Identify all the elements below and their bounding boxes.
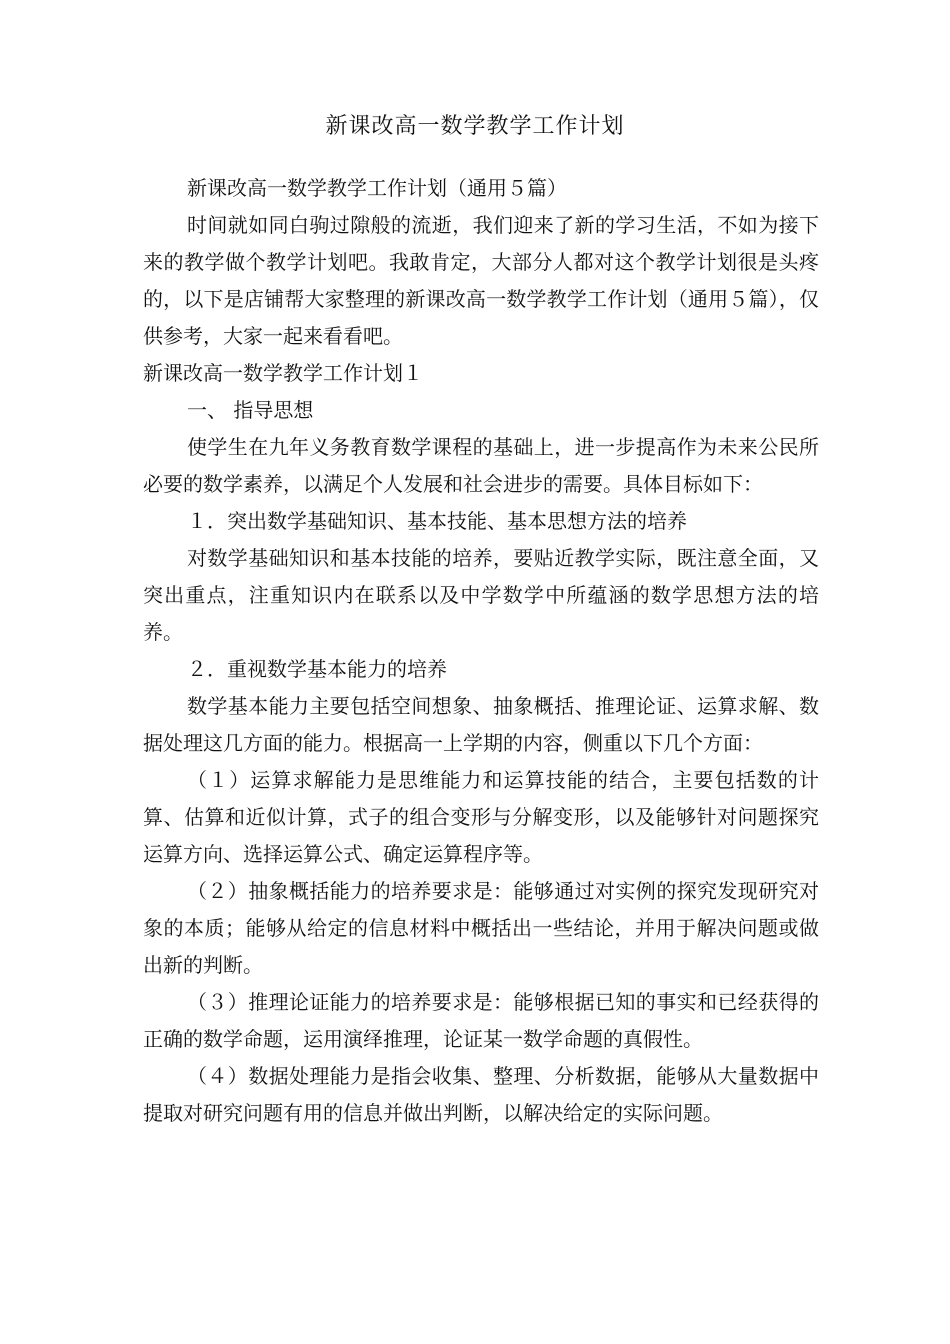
paragraph: 对数学基础知识和基本技能的培养，要贴近教学实际，既注意全面，又突出重点，注重知识内在联系以及中学数学中所蕴涵的数学思想方法的培养。	[143, 546, 819, 644]
paragraph: 数学基本能力主要包括空间想象、抽象概括、推理论证、运算求解、数据处理这几方面的能力。根据高一上学期的内容，侧重以下几个方面：	[143, 694, 819, 755]
document-body	[143, 170, 819, 1132]
document-title: 新课改高一数学教学工作计划	[325, 114, 625, 139]
list-item: （１）运算求解能力是思维能力和运算技能的结合，主要包括数的计算、估算和近似计算，式子的组合变形与分解变形，以及能够针对问题探究运算方向、选择运算公式、确定运算程序等。	[143, 768, 819, 866]
item-heading: １．突出数学基础知识、基本技能、基本思想方法的培养	[187, 509, 687, 533]
list-item: （２）抽象概括能力的培养要求是：能够通过对实例的探究发现研究对象的本质；能够从给定的信息材料中概括出一些结论，并用于解决问题或做出新的判断。	[143, 879, 819, 977]
paragraph: 新课改高一数学教学工作计划（通用５篇）	[187, 176, 567, 200]
subsection-heading: 一、 指导思想	[187, 398, 314, 422]
list-item: （４）数据处理能力是指会收集、整理、分析数据，能够从大量数据中提取对研究问题有用的信息并做出判断，以解决给定的实际问题。	[143, 1064, 819, 1125]
list-item: （３）推理论证能力的培养要求是：能够根据已知的事实和已经获得的正确的数学命题，运用演绎推理，论证某一数学命题的真假性。	[143, 990, 819, 1051]
paragraph: 时间就如同白驹过隙般的流逝，我们迎来了新的学习生活，不如为接下来的教学做个教学计划吧。我敢肯定，大部分人都对这个教学计划很是头疼的，以下是店铺帮大家整理的新课改高一数学教学工作计划（通用５篇），仅供参考，大家一起来看看吧。	[143, 213, 819, 348]
section-heading: 新课改高一数学教学工作计划１	[143, 361, 423, 385]
paragraph: 使学生在九年义务教育数学课程的基础上，进一步提高作为未来公民所必要的数学素养，以满足个人发展和社会进步的需要。具体目标如下：	[143, 435, 819, 496]
item-heading: ２．重视数学基本能力的培养	[187, 657, 447, 681]
